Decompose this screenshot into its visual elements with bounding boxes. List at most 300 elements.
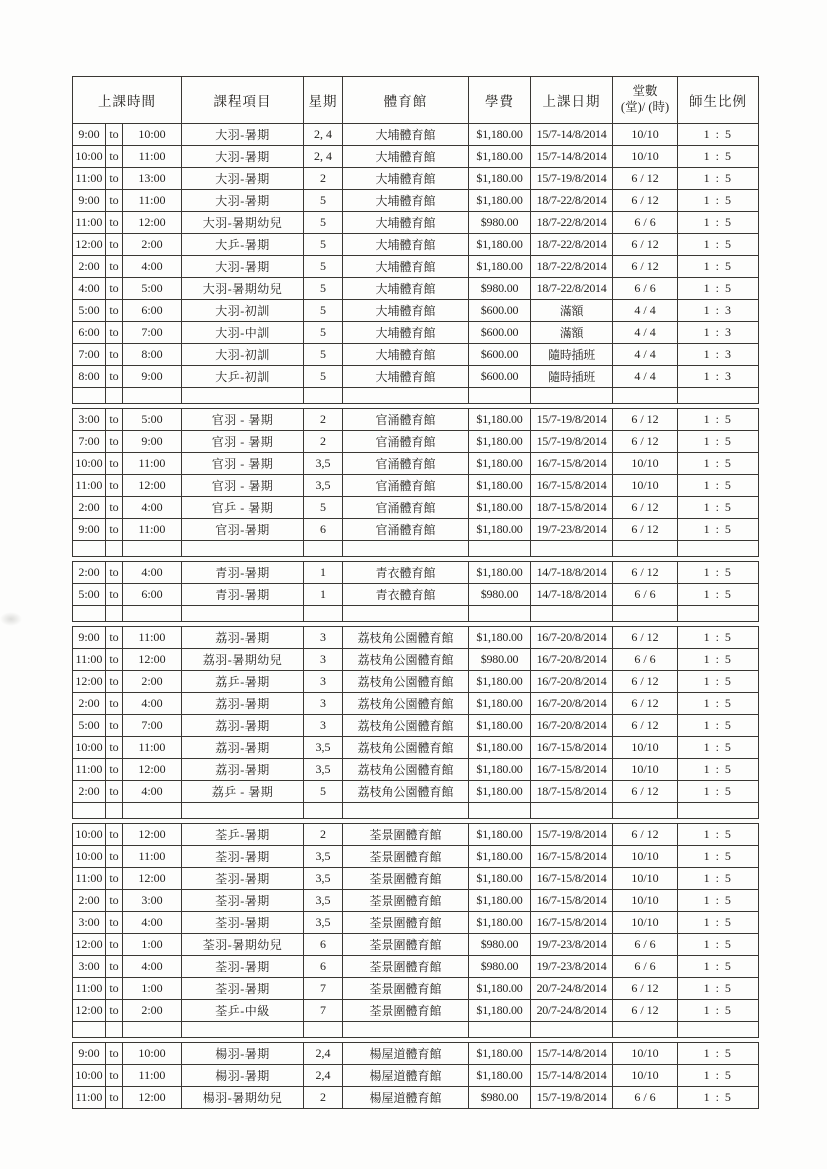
cell-sessions: 6 / 6 xyxy=(613,649,678,671)
empty-row xyxy=(73,541,759,557)
empty-cell xyxy=(182,388,304,404)
cell-weekday: 3,5 xyxy=(304,453,343,475)
cell-time-start: 10:00 xyxy=(73,453,106,475)
empty-cell xyxy=(613,606,678,622)
cell-weekday: 1 xyxy=(304,562,343,584)
cell-course: 官羽 - 暑期 xyxy=(182,475,304,497)
cell-to-label: to xyxy=(106,1000,123,1022)
col-header-venue: 體育館 xyxy=(343,77,469,124)
cell-course: 荃羽-暑期 xyxy=(182,978,304,1000)
cell-time-end: 7:00 xyxy=(123,715,182,737)
cell-time-end: 1:00 xyxy=(123,934,182,956)
cell-to-label: to xyxy=(106,671,123,693)
cell-time-start: 11:00 xyxy=(73,868,106,890)
cell-fee: $1,180.00 xyxy=(469,715,531,737)
cell-dates: 隨時插班 xyxy=(531,366,613,388)
cell-weekday: 5 xyxy=(304,278,343,300)
cell-course: 官羽 - 暑期 xyxy=(182,453,304,475)
empty-cell xyxy=(469,388,531,404)
empty-cell xyxy=(304,388,343,404)
cell-dates: 16/7-15/8/2014 xyxy=(531,890,613,912)
cell-dates: 15/7-14/8/2014 xyxy=(531,1065,613,1087)
cell-dates: 15/7-14/8/2014 xyxy=(531,146,613,168)
cell-dates: 16/7-15/8/2014 xyxy=(531,453,613,475)
empty-row xyxy=(73,803,759,819)
cell-fee: $1,180.00 xyxy=(469,519,531,541)
cell-dates: 19/7-23/8/2014 xyxy=(531,519,613,541)
cell-dates: 隨時插班 xyxy=(531,344,613,366)
cell-time-start: 10:00 xyxy=(73,824,106,846)
cell-venue: 荃景圍體育館 xyxy=(343,978,469,1000)
cell-venue: 荔枝角公園體育館 xyxy=(343,693,469,715)
empty-cell xyxy=(182,541,304,557)
cell-course: 大羽-暑期 xyxy=(182,146,304,168)
empty-cell xyxy=(343,1022,469,1038)
cell-sessions: 10/10 xyxy=(613,868,678,890)
cell-course: 荔乒 - 暑期 xyxy=(182,781,304,803)
cell-to-label: to xyxy=(106,300,123,322)
cell-sessions: 10/10 xyxy=(613,890,678,912)
cell-dates: 15/7-19/8/2014 xyxy=(531,168,613,190)
cell-time-start: 2:00 xyxy=(73,497,106,519)
schedule-row xyxy=(73,890,759,912)
empty-cell xyxy=(613,541,678,557)
cell-fee: $1,180.00 xyxy=(469,759,531,781)
empty-cell xyxy=(678,1022,759,1038)
cell-time-start: 12:00 xyxy=(73,1000,106,1022)
cell-ratio: 1 : 5 xyxy=(678,824,759,846)
empty-row xyxy=(73,1022,759,1038)
empty-cell xyxy=(73,1022,106,1038)
schedule-row xyxy=(73,124,759,146)
cell-venue: 荃景圍體育館 xyxy=(343,868,469,890)
schedule-row xyxy=(73,956,759,978)
cell-fee: $1,180.00 xyxy=(469,431,531,453)
cell-ratio: 1 : 3 xyxy=(678,300,759,322)
cell-ratio: 1 : 5 xyxy=(678,1087,759,1109)
cell-sessions: 6 / 12 xyxy=(613,519,678,541)
cell-venue: 荔枝角公園體育館 xyxy=(343,671,469,693)
cell-time-end: 9:00 xyxy=(123,366,182,388)
cell-fee: $1,180.00 xyxy=(469,234,531,256)
cell-to-label: to xyxy=(106,584,123,606)
cell-venue: 大埔體育館 xyxy=(343,256,469,278)
cell-sessions: 6 / 12 xyxy=(613,824,678,846)
cell-sessions: 6 / 6 xyxy=(613,278,678,300)
schedule-row xyxy=(73,671,759,693)
cell-dates: 16/7-20/8/2014 xyxy=(531,715,613,737)
empty-cell xyxy=(106,541,123,557)
cell-venue: 大埔體育館 xyxy=(343,234,469,256)
cell-ratio: 1 : 5 xyxy=(678,256,759,278)
cell-dates: 15/7-19/8/2014 xyxy=(531,409,613,431)
schedule-row xyxy=(73,519,759,541)
cell-fee: $980.00 xyxy=(469,1087,531,1109)
cell-sessions: 6 / 6 xyxy=(613,1087,678,1109)
cell-time-start: 11:00 xyxy=(73,978,106,1000)
cell-ratio: 1 : 5 xyxy=(678,497,759,519)
cell-weekday: 5 xyxy=(304,366,343,388)
cell-sessions: 6 / 12 xyxy=(613,562,678,584)
schedule-row xyxy=(73,824,759,846)
cell-venue: 荔枝角公園體育館 xyxy=(343,781,469,803)
cell-weekday: 6 xyxy=(304,519,343,541)
cell-course: 荔羽-暑期 xyxy=(182,693,304,715)
schedule-row xyxy=(73,1000,759,1022)
schedule-row xyxy=(73,366,759,388)
schedule-section-3 xyxy=(72,561,759,622)
cell-sessions: 4 / 4 xyxy=(613,300,678,322)
cell-venue: 大埔體育館 xyxy=(343,146,469,168)
cell-ratio: 1 : 5 xyxy=(678,190,759,212)
cell-course: 楊羽-暑期 xyxy=(182,1043,304,1065)
cell-fee: $980.00 xyxy=(469,278,531,300)
empty-cell xyxy=(343,388,469,404)
cell-course: 荔羽-暑期幼兒 xyxy=(182,649,304,671)
cell-weekday: 2 xyxy=(304,168,343,190)
cell-to-label: to xyxy=(106,344,123,366)
cell-ratio: 1 : 5 xyxy=(678,890,759,912)
cell-ratio: 1 : 3 xyxy=(678,344,759,366)
empty-cell xyxy=(182,606,304,622)
cell-weekday: 2, 4 xyxy=(304,124,343,146)
cell-sessions: 6 / 6 xyxy=(613,934,678,956)
schedule-row xyxy=(73,256,759,278)
schedule-row xyxy=(73,846,759,868)
cell-to-label: to xyxy=(106,475,123,497)
cell-to-label: to xyxy=(106,846,123,868)
cell-to-label: to xyxy=(106,1065,123,1087)
cell-to-label: to xyxy=(106,1043,123,1065)
cell-time-end: 4:00 xyxy=(123,956,182,978)
cell-weekday: 2 xyxy=(304,409,343,431)
cell-course: 官羽 - 暑期 xyxy=(182,431,304,453)
cell-fee: $1,180.00 xyxy=(469,671,531,693)
cell-course: 大乒-暑期 xyxy=(182,234,304,256)
schedule-row xyxy=(73,868,759,890)
schedule-section-5 xyxy=(72,823,759,1038)
cell-sessions: 6 / 12 xyxy=(613,409,678,431)
schedule-row xyxy=(73,1043,759,1065)
cell-time-end: 5:00 xyxy=(123,409,182,431)
cell-time-start: 7:00 xyxy=(73,431,106,453)
cell-ratio: 1 : 5 xyxy=(678,868,759,890)
cell-venue: 大埔體育館 xyxy=(343,366,469,388)
cell-weekday: 3,5 xyxy=(304,475,343,497)
cell-sessions: 10/10 xyxy=(613,737,678,759)
cell-time-end: 4:00 xyxy=(123,781,182,803)
cell-ratio: 1 : 5 xyxy=(678,519,759,541)
cell-to-label: to xyxy=(106,1087,123,1109)
empty-cell xyxy=(343,541,469,557)
cell-ratio: 1 : 5 xyxy=(678,759,759,781)
schedule-row xyxy=(73,1087,759,1109)
cell-fee: $1,180.00 xyxy=(469,1065,531,1087)
cell-to-label: to xyxy=(106,868,123,890)
cell-time-end: 12:00 xyxy=(123,1087,182,1109)
cell-to-label: to xyxy=(106,431,123,453)
empty-row xyxy=(73,606,759,622)
cell-venue: 大埔體育館 xyxy=(343,168,469,190)
cell-venue: 荔枝角公園體育館 xyxy=(343,759,469,781)
schedule-row xyxy=(73,278,759,300)
cell-time-end: 11:00 xyxy=(123,190,182,212)
cell-dates: 18/7-15/8/2014 xyxy=(531,781,613,803)
cell-to-label: to xyxy=(106,409,123,431)
cell-to-label: to xyxy=(106,562,123,584)
cell-venue: 荔枝角公園體育館 xyxy=(343,627,469,649)
cell-ratio: 1 : 3 xyxy=(678,366,759,388)
cell-sessions: 10/10 xyxy=(613,1065,678,1087)
cell-venue: 荃景圍體育館 xyxy=(343,824,469,846)
schedule-row xyxy=(73,693,759,715)
cell-to-label: to xyxy=(106,781,123,803)
empty-cell xyxy=(123,606,182,622)
empty-cell xyxy=(73,606,106,622)
cell-weekday: 2,4 xyxy=(304,1065,343,1087)
schedule-section-1 xyxy=(72,76,759,404)
cell-sessions: 10/10 xyxy=(613,759,678,781)
cell-ratio: 1 : 5 xyxy=(678,584,759,606)
cell-time-start: 7:00 xyxy=(73,344,106,366)
cell-course: 官乒 - 暑期 xyxy=(182,497,304,519)
cell-sessions: 6 / 12 xyxy=(613,781,678,803)
empty-cell xyxy=(343,606,469,622)
cell-weekday: 3 xyxy=(304,627,343,649)
cell-sessions: 6 / 12 xyxy=(613,431,678,453)
empty-cell xyxy=(613,1022,678,1038)
cell-dates: 16/7-15/8/2014 xyxy=(531,912,613,934)
cell-fee: $1,180.00 xyxy=(469,497,531,519)
cell-time-start: 12:00 xyxy=(73,671,106,693)
cell-fee: $980.00 xyxy=(469,956,531,978)
empty-cell xyxy=(531,388,613,404)
cell-ratio: 1 : 5 xyxy=(678,475,759,497)
cell-time-end: 11:00 xyxy=(123,1065,182,1087)
cell-time-start: 2:00 xyxy=(73,562,106,584)
empty-cell xyxy=(469,606,531,622)
cell-course: 楊羽-暑期 xyxy=(182,1065,304,1087)
schedule-row xyxy=(73,649,759,671)
empty-cell xyxy=(531,1022,613,1038)
cell-sessions: 10/10 xyxy=(613,146,678,168)
schedule-row xyxy=(73,344,759,366)
cell-dates: 18/7-22/8/2014 xyxy=(531,212,613,234)
cell-sessions: 10/10 xyxy=(613,453,678,475)
cell-dates: 15/7-19/8/2014 xyxy=(531,431,613,453)
cell-sessions: 10/10 xyxy=(613,1043,678,1065)
cell-weekday: 5 xyxy=(304,212,343,234)
empty-cell xyxy=(73,388,106,404)
schedule-row xyxy=(73,212,759,234)
cell-fee: $980.00 xyxy=(469,649,531,671)
cell-venue: 荃景圍體育館 xyxy=(343,912,469,934)
cell-to-label: to xyxy=(106,759,123,781)
cell-time-start: 11:00 xyxy=(73,475,106,497)
cell-course: 荃乒-中級 xyxy=(182,1000,304,1022)
cell-to-label: to xyxy=(106,890,123,912)
cell-course: 大羽-暑期 xyxy=(182,168,304,190)
cell-fee: $600.00 xyxy=(469,366,531,388)
cell-to-label: to xyxy=(106,234,123,256)
cell-dates: 16/7-15/8/2014 xyxy=(531,475,613,497)
cell-fee: $1,180.00 xyxy=(469,846,531,868)
cell-ratio: 1 : 5 xyxy=(678,1065,759,1087)
cell-dates: 16/7-15/8/2014 xyxy=(531,759,613,781)
cell-time-end: 11:00 xyxy=(123,146,182,168)
empty-cell xyxy=(123,1022,182,1038)
cell-course: 大羽-暑期 xyxy=(182,124,304,146)
cell-time-start: 12:00 xyxy=(73,934,106,956)
cell-time-start: 9:00 xyxy=(73,1043,106,1065)
cell-course: 荃羽-暑期 xyxy=(182,912,304,934)
schedule-row xyxy=(73,300,759,322)
cell-fee: $1,180.00 xyxy=(469,256,531,278)
cell-time-start: 5:00 xyxy=(73,300,106,322)
schedule-row xyxy=(73,781,759,803)
cell-time-start: 9:00 xyxy=(73,627,106,649)
cell-ratio: 1 : 5 xyxy=(678,1000,759,1022)
cell-ratio: 1 : 5 xyxy=(678,649,759,671)
cell-time-start: 10:00 xyxy=(73,146,106,168)
cell-weekday: 3 xyxy=(304,715,343,737)
cell-sessions: 10/10 xyxy=(613,475,678,497)
cell-dates: 16/7-20/8/2014 xyxy=(531,627,613,649)
empty-cell xyxy=(304,606,343,622)
schedule-row xyxy=(73,453,759,475)
cell-course: 官羽 - 暑期 xyxy=(182,409,304,431)
cell-time-start: 10:00 xyxy=(73,1065,106,1087)
cell-ratio: 1 : 5 xyxy=(678,146,759,168)
cell-venue: 荔枝角公園體育館 xyxy=(343,649,469,671)
cell-fee: $1,180.00 xyxy=(469,978,531,1000)
cell-time-start: 10:00 xyxy=(73,737,106,759)
empty-cell xyxy=(182,803,304,819)
cell-time-end: 10:00 xyxy=(123,1043,182,1065)
cell-time-start: 9:00 xyxy=(73,519,106,541)
cell-dates: 18/7-22/8/2014 xyxy=(531,256,613,278)
cell-ratio: 1 : 5 xyxy=(678,846,759,868)
cell-fee: $1,180.00 xyxy=(469,453,531,475)
cell-dates: 18/7-22/8/2014 xyxy=(531,190,613,212)
cell-time-start: 10:00 xyxy=(73,846,106,868)
cell-time-end: 11:00 xyxy=(123,737,182,759)
cell-sessions: 10/10 xyxy=(613,124,678,146)
cell-time-end: 13:00 xyxy=(123,168,182,190)
cell-time-end: 2:00 xyxy=(123,234,182,256)
cell-sessions: 4 / 4 xyxy=(613,366,678,388)
cell-time-start: 12:00 xyxy=(73,234,106,256)
cell-course: 大羽-暑期幼兒 xyxy=(182,212,304,234)
cell-time-end: 11:00 xyxy=(123,627,182,649)
cell-sessions: 6 / 12 xyxy=(613,256,678,278)
cell-course: 大羽-暑期 xyxy=(182,190,304,212)
empty-cell xyxy=(304,803,343,819)
cell-sessions: 6 / 12 xyxy=(613,1000,678,1022)
col-header-sessions xyxy=(613,77,678,124)
cell-time-start: 11:00 xyxy=(73,759,106,781)
cell-venue: 官涌體育館 xyxy=(343,475,469,497)
empty-cell xyxy=(123,541,182,557)
cell-weekday: 2,4 xyxy=(304,1043,343,1065)
empty-cell xyxy=(123,388,182,404)
cell-weekday: 6 xyxy=(304,956,343,978)
cell-to-label: to xyxy=(106,912,123,934)
schedule-row xyxy=(73,759,759,781)
cell-fee: $980.00 xyxy=(469,934,531,956)
cell-course: 荔羽-暑期 xyxy=(182,737,304,759)
col-header-weekday: 星期 xyxy=(304,77,343,124)
schedule-header-row xyxy=(73,77,759,124)
cell-sessions: 6 / 12 xyxy=(613,693,678,715)
cell-dates: 16/7-20/8/2014 xyxy=(531,649,613,671)
cell-sessions: 6 / 12 xyxy=(613,715,678,737)
cell-to-label: to xyxy=(106,715,123,737)
cell-sessions: 6 / 12 xyxy=(613,978,678,1000)
empty-cell xyxy=(106,388,123,404)
cell-time-end: 11:00 xyxy=(123,453,182,475)
cell-time-start: 9:00 xyxy=(73,190,106,212)
cell-weekday: 3 xyxy=(304,693,343,715)
cell-sessions: 6 / 6 xyxy=(613,212,678,234)
schedule-row xyxy=(73,978,759,1000)
cell-dates: 15/7-19/8/2014 xyxy=(531,824,613,846)
cell-to-label: to xyxy=(106,519,123,541)
cell-dates: 19/7-23/8/2014 xyxy=(531,956,613,978)
cell-course: 楊羽-暑期幼兒 xyxy=(182,1087,304,1109)
cell-venue: 大埔體育館 xyxy=(343,212,469,234)
cell-ratio: 1 : 5 xyxy=(678,562,759,584)
cell-time-end: 6:00 xyxy=(123,300,182,322)
cell-time-end: 11:00 xyxy=(123,846,182,868)
empty-cell xyxy=(304,1022,343,1038)
cell-to-label: to xyxy=(106,737,123,759)
cell-dates: 16/7-20/8/2014 xyxy=(531,671,613,693)
cell-sessions: 6 / 12 xyxy=(613,168,678,190)
cell-time-start: 2:00 xyxy=(73,693,106,715)
cell-fee: $1,180.00 xyxy=(469,1000,531,1022)
cell-weekday: 3,5 xyxy=(304,846,343,868)
cell-venue: 官涌體育館 xyxy=(343,431,469,453)
cell-time-end: 11:00 xyxy=(123,519,182,541)
cell-to-label: to xyxy=(106,453,123,475)
cell-weekday: 3 xyxy=(304,671,343,693)
cell-time-start: 9:00 xyxy=(73,124,106,146)
cell-course: 青羽-暑期 xyxy=(182,562,304,584)
cell-weekday: 3 xyxy=(304,649,343,671)
cell-time-start: 11:00 xyxy=(73,1087,106,1109)
cell-course: 大羽-初訓 xyxy=(182,300,304,322)
cell-time-end: 5:00 xyxy=(123,278,182,300)
schedule-row xyxy=(73,409,759,431)
cell-time-end: 4:00 xyxy=(123,256,182,278)
cell-dates: 15/7-14/8/2014 xyxy=(531,1043,613,1065)
cell-ratio: 1 : 5 xyxy=(678,627,759,649)
cell-weekday: 7 xyxy=(304,1000,343,1022)
empty-cell xyxy=(469,1022,531,1038)
scan-smudge xyxy=(0,612,22,626)
empty-cell xyxy=(304,541,343,557)
empty-cell xyxy=(469,803,531,819)
empty-cell xyxy=(73,803,106,819)
cell-to-label: to xyxy=(106,649,123,671)
empty-cell xyxy=(613,388,678,404)
cell-time-end: 12:00 xyxy=(123,475,182,497)
schedule-row xyxy=(73,737,759,759)
cell-venue: 大埔體育館 xyxy=(343,124,469,146)
cell-time-start: 3:00 xyxy=(73,912,106,934)
cell-weekday: 3,5 xyxy=(304,890,343,912)
